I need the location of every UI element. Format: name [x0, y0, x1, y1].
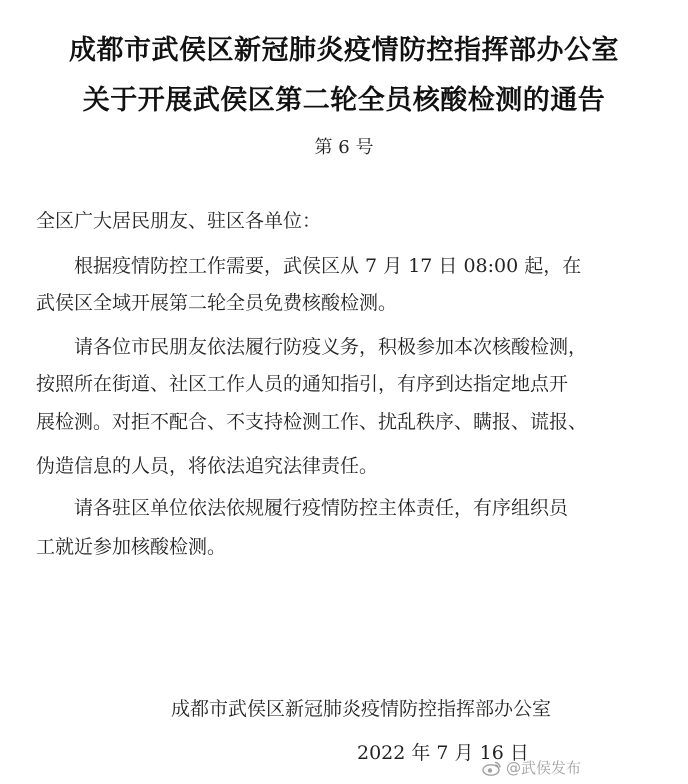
document-number: 第 6 号	[314, 137, 374, 158]
paragraph-2-line-1: 请各位市民朋友依法履行防疫义务，积极参加本次核酸检测，	[36, 336, 588, 358]
paragraph-1-line-1: 根据疫情防控工作需要，武侯区从 7 月 17 日 08:00 起，在	[36, 255, 582, 277]
weibo-watermark	[482, 757, 581, 778]
signoff-date: 2022 年 7 月 16 日	[357, 742, 529, 764]
paragraph-3-line-2: 工就近参加核酸检测。	[36, 536, 227, 558]
signoff-organization: 成都市武侯区新冠肺炎疫情防控指挥部办公室	[171, 698, 552, 720]
document-title-line-2: 关于开展武侯区第二轮全员核酸检测的通告	[82, 85, 606, 116]
weibo-icon	[482, 760, 502, 776]
paragraph-2-line-3: 展检测。对拒不配合、不支持检测工作、扰乱秩序、瞒报、谎报、	[36, 411, 588, 433]
paragraph-2-line-2: 按照所在街道、社区工作人员的通知指引，有序到达指定地点开	[36, 373, 569, 395]
paragraph-1-line-2: 武侯区全域开展第二轮全员免费核酸检测。	[36, 292, 398, 314]
salutation: 全区广大居民朋友、驻区各单位：	[36, 210, 322, 232]
document-title-line-1: 成都市武侯区新冠肺炎疫情防控指挥部办公室	[69, 35, 619, 66]
paragraph-3-line-1: 请各驻区单位依法依规履行疫情防控主体责任，有序组织员	[36, 497, 569, 519]
paragraph-2-line-4: 伪造信息的人员，将依法追究法律责任。	[36, 455, 379, 477]
watermark-text: @武侯发布	[506, 759, 582, 777]
